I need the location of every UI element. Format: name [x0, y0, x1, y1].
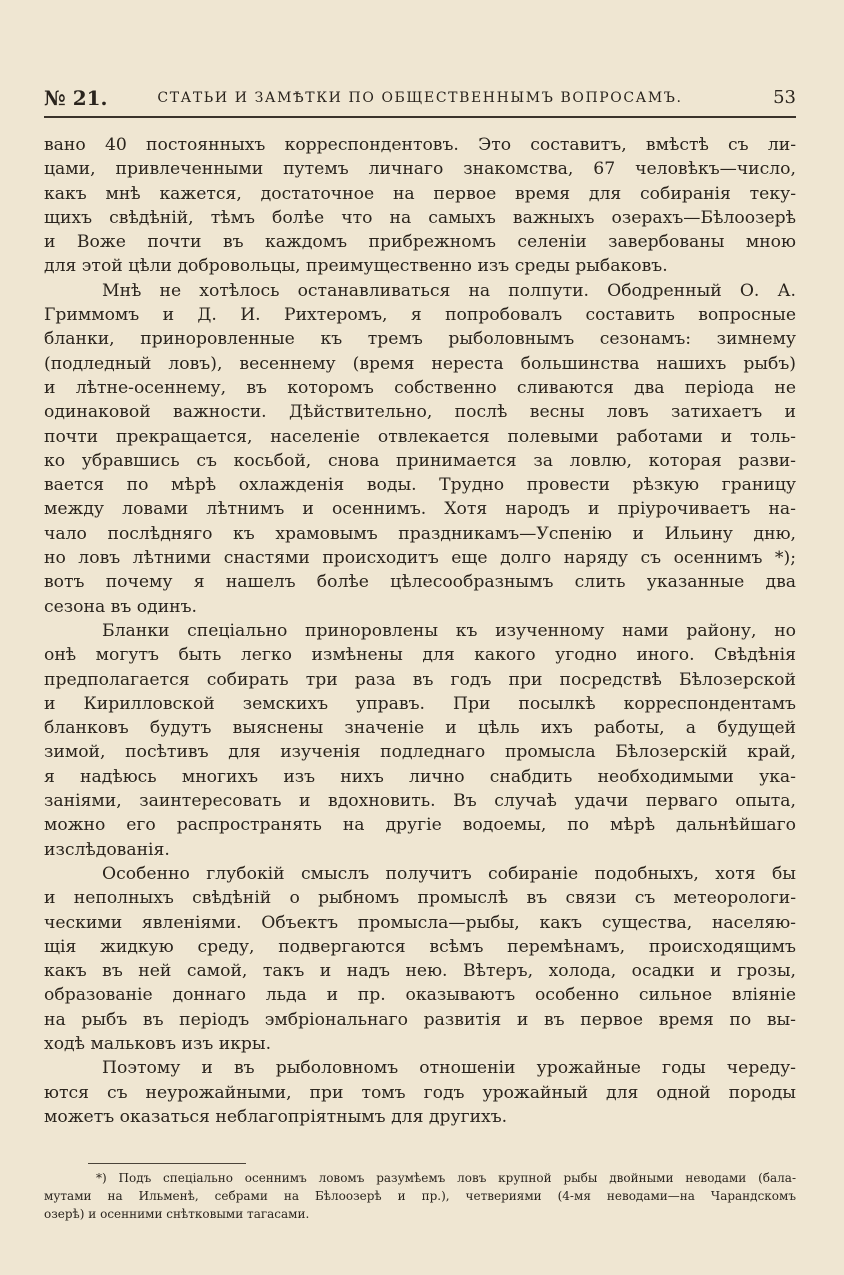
text-line: ются съ неурожайными, при томъ годъ урожайный для одной породы — [44, 1082, 796, 1103]
text-line: вотъ почему я нашелъ болѣе цѣлесообразнымъ слить указанные два — [44, 572, 796, 593]
text-line: одинаковой важности. Дѣйствительно, послѣ весны ловъ затихаетъ и — [44, 402, 796, 423]
text-line: (подледный ловъ), весеннему (время нереста большинства нашихъ рыбъ) — [44, 353, 796, 374]
text-line: предполагается собирать три раза въ годъ при посредствѣ Бѣлозерской — [44, 669, 796, 690]
text-line: чало послѣдняго къ храмовымъ праздникамъ—Успенію и Ильину дню, — [44, 523, 796, 544]
text-line: бланковъ будутъ выяснены значеніе и цѣль ихъ работы, а будущей — [44, 718, 796, 739]
text-line: Мнѣ не хотѣлось останавливаться на полпути. Ободренный О. А. — [102, 280, 796, 301]
issue-number: № 21. — [44, 86, 108, 110]
text-line: между ловами лѣтнимъ и осеннимъ. Хотя народъ и пріурочиваетъ на- — [44, 499, 796, 520]
text-line: какъ мнѣ кажется, достаточное на первое время для собиранія теку- — [44, 183, 796, 204]
footnote-line: озерѣ) и осенними снѣтковыми тагасами. — [44, 1207, 310, 1221]
footnote-line: мутами на Ильменѣ, себрами на Бѣлоозерѣ и пр.), четвериями (4-мя неводами—на Чарандскомъ — [44, 1189, 796, 1203]
text-line: на рыбъ въ періодъ эмбріональнаго развитія и въ первое время по вы- — [44, 1009, 796, 1030]
text-line: бланки, приноровленные къ тремъ рыболовнымъ сезонамъ: зимнему — [44, 329, 796, 350]
text-line: ходѣ мальковъ изъ икры. — [44, 1033, 272, 1054]
text-line: и лѣтне-осеннему, въ которомъ собственно сливаются два періода не — [44, 377, 796, 398]
footnote-line: *) Подъ спеціально осеннимъ ловомъ разумѣемъ ловъ крупной рыбы двойными неводами (бала- — [96, 1171, 796, 1185]
text-line: для этой цѣли добровольцы, преимущественно изъ среды рыбаковъ. — [44, 256, 668, 277]
text-line: и Кирилловской земскихъ управъ. При посылкѣ корреспондентамъ — [44, 693, 796, 714]
text-line: вано 40 постоянныхъ корреспондентовъ. Это составитъ, вмѣстѣ съ ли- — [44, 135, 796, 155]
text-line: какъ въ ней самой, такъ и надъ нею. Вѣтеръ, холода, осадки и грозы, — [44, 961, 796, 982]
text-line: зимой, посѣтивъ для изученія подледнаго промысла Бѣлозерскій край, — [44, 742, 796, 763]
main-text — [44, 133, 796, 1129]
text-line: можетъ оказаться неблагопріятнымъ для другихъ. — [44, 1106, 508, 1127]
footnote — [44, 1169, 796, 1223]
text-line: Поэтому и въ рыболовномъ отношеніи урожайные годы череду- — [102, 1058, 796, 1079]
footnote-divider — [88, 1163, 246, 1164]
text-line: щихъ свѣдѣній, тѣмъ болѣе что на самыхъ важныхъ озерахъ—Бѣлоозерѣ — [44, 207, 796, 228]
section-title: СТАТЬИ И ЗАМѢТКИ ПО ОБЩЕСТВЕННЫМЪ ВОПРОСАМЪ. — [157, 90, 683, 106]
text-line: цами, привлеченными путемъ личнаго знакомства, 67 человѣкъ—число, — [44, 159, 796, 180]
paragraph — [44, 133, 796, 279]
text-line: изслѣдованія. — [44, 839, 170, 860]
text-line: ческими явленіями. Объектъ промысла—рыбы, какъ существа, населяю- — [44, 912, 796, 933]
text-line: онѣ могутъ быть легко измѣнены для какого угодно иного. Свѣдѣнія — [44, 645, 796, 666]
text-line: вается по мѣрѣ охлажденія воды. Трудно провести рѣзкую границу — [44, 475, 796, 496]
text-line: Бланки спеціально приноровлены къ изученному нами району, но — [102, 620, 796, 641]
text-line: заніями, заинтересовать и вдохновить. Въ случаѣ удачи перваго опыта, — [44, 791, 796, 812]
paragraph — [44, 279, 796, 619]
paragraph — [44, 619, 796, 862]
text-line: Особенно глубокій смыслъ получитъ собираніе подобныхъ, хотя бы — [102, 863, 796, 884]
text-line: щія жидкую среду, подвергаются всѣмъ перемѣнамъ, происходящимъ — [44, 936, 796, 957]
text-line: Гриммомъ и Д. И. Рихтеромъ, я попробовалъ составить вопросные — [44, 305, 796, 326]
paragraph — [44, 1056, 796, 1129]
running-header — [44, 86, 796, 118]
text-line: ко убравшись съ косьбой, снова принимается за ловлю, которая разви- — [44, 450, 796, 471]
text-line: я надѣюсь многихъ изъ нихъ лично снабдить необходимыми ука- — [44, 766, 796, 787]
text-line: и Воже почти въ каждомъ прибрежномъ селеніи завербованы мною — [44, 232, 796, 253]
text-line: сезона въ одинъ. — [44, 596, 198, 617]
text-line: и неполныхъ свѣдѣній о рыбномъ промыслѣ въ связи съ метеорологи- — [44, 888, 796, 909]
text-line: но ловъ лѣтними снастями происходитъ еще долго наряду съ осеннимъ *); — [44, 548, 796, 569]
paragraph — [44, 862, 796, 1056]
text-line: почти прекращается, населеніе отвлекается полевыми работами и толь- — [44, 426, 796, 447]
page-number: 53 — [773, 87, 796, 108]
text-line: образованіе доннаго льда и пр. оказываютъ особенно сильное вліяніе — [44, 985, 796, 1006]
text-line: можно его распространять на другіе водоемы, по мѣрѣ дальнѣйшаго — [44, 815, 796, 836]
